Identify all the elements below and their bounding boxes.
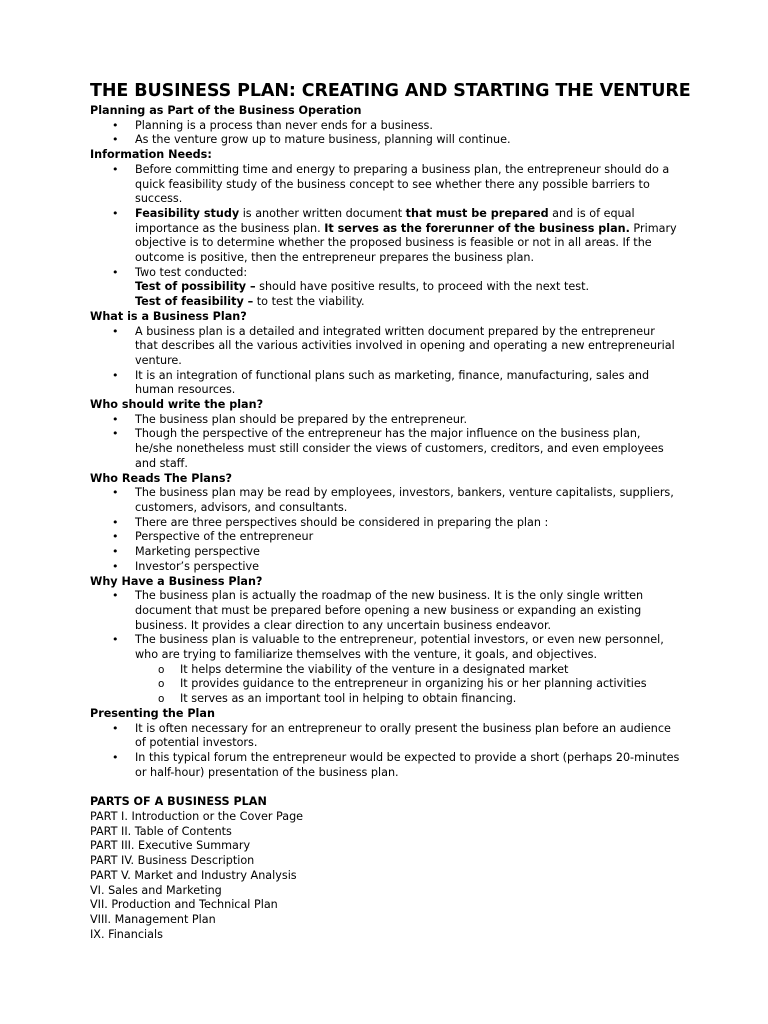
bullet-item: • It is an integration of functional plans such as marketing, finance, manufacturing, sales and human resources.	[90, 369, 680, 398]
bullet-item: • Before committing time and energy to preparing a business plan, the entrepreneur should do a quick feasibility study of the business concept to see whether there any possible barriers to success.	[90, 163, 680, 207]
bullet-item: • The business plan is actually the roadmap of the new business. It is the only single written document that must be prepared before opening a new business or expanding an existing business. It provides a clear direction to any uncertain business endeavor.	[90, 589, 680, 633]
blank-line	[90, 780, 680, 795]
bullet-item: • The business plan is valuable to the entrepreneur, potential investors, or even new personnel, who are trying to familiarize themselves with the venture, it goals, and objectives.	[90, 633, 680, 662]
part-item: PART I. Introduction or the Cover Page	[90, 810, 304, 824]
sub-bullet-item: o It helps determine the viability of the venture in a designated market	[90, 663, 680, 678]
section-heading-information-needs: Information Needs:	[90, 148, 212, 162]
bullet-item: • It is often necessary for an entrepreneur to orally present the business plan before an audience of potential investors.	[90, 722, 680, 751]
part-item: PART II. Table of Contents	[90, 824, 232, 838]
bold-term: Test of possibility –	[135, 280, 256, 294]
text-run: should have positive results, to proceed with the next test.	[255, 280, 590, 294]
bullet-list-presenting	[90, 722, 680, 781]
bold-term: Test of feasibility –	[135, 295, 254, 309]
section-heading-why: Why Have a Business Plan?	[90, 574, 263, 588]
bullet-item: • There are three perspectives should be considered in preparing the plan :	[90, 516, 680, 531]
bullet-item: • The business plan may be read by employees, investors, bankers, venture capitalists, suppliers, customers, advisors, and consultants.	[90, 486, 680, 515]
document-title: THE BUSINESS PLAN: CREATING AND STARTING THE VENTURE	[90, 81, 691, 101]
bullet-item-feasibility	[90, 207, 680, 266]
part-item: PART IV. Business Description	[90, 854, 255, 868]
bullet-list-who-writes	[90, 413, 680, 472]
text-run: is another written document	[239, 206, 406, 220]
bullet-item: • Though the perspective of the entrepreneur has the major influence on the business plan, he/she nonetheless must still consider the views of customers, creditors, and even employees and staff.	[90, 427, 680, 471]
bullet-item: • Planning is a process than never ends for a business.	[90, 119, 680, 134]
part-item: VI. Sales and Marketing	[90, 883, 222, 897]
bullet-item: • A business plan is a detailed and integrated written document prepared by the entrepreneur that describes all the various activities involved in opening and operating a new entrepreneurial venture.	[90, 325, 680, 369]
bullet-list-who-reads	[90, 486, 680, 574]
section-heading-who-writes: Who should write the plan?	[90, 398, 264, 412]
part-item: PART III. Executive Summary	[90, 839, 251, 853]
text-run: to test the viability.	[253, 295, 365, 309]
bullet-list-why	[90, 589, 680, 707]
section-heading-presenting: Presenting the Plan	[90, 706, 215, 720]
bold-term: Feasibility study	[135, 206, 240, 220]
bullet-list-planning	[90, 119, 680, 148]
bullet-item: • As the venture grow up to mature business, planning will continue.	[90, 133, 680, 148]
section-heading-what-is: What is a Business Plan?	[90, 309, 247, 323]
document-page	[90, 81, 691, 942]
bullet-item: • Investor’s perspective	[90, 560, 680, 575]
bullet-list-what-is	[90, 325, 680, 399]
part-item: IX. Financials	[90, 927, 163, 941]
bold-term: It serves as the forerunner of the business plan.	[324, 221, 630, 235]
bullet-item: • In this typical forum the entrepreneur would be expected to provide a short (perhaps 20-minutes or half-hour) presentation of the business plan.	[90, 751, 680, 780]
bullet-item: • Marketing perspective	[90, 545, 680, 560]
part-item: VIII. Management Plan	[90, 912, 216, 926]
text-run: and is of equal importance as the business plan.	[135, 206, 635, 235]
section-heading-who-reads: Who Reads The Plans?	[90, 471, 232, 485]
section-heading-planning: Planning as Part of the Business Operation	[90, 104, 362, 117]
sub-bullet-item: o It provides guidance to the entrepreneur in organizing his or her planning activities	[90, 677, 680, 692]
part-item: VII. Production and Technical Plan	[90, 898, 278, 912]
bullet-list-information-needs	[90, 163, 680, 310]
bullet-item: • Two test conducted:	[90, 266, 680, 281]
test-line-possibility	[90, 280, 680, 295]
bold-term: that must be prepared	[405, 206, 549, 220]
sub-bullet-item: o It serves as an important tool in helping to obtain financing.	[90, 692, 680, 707]
part-item: PART V. Market and Industry Analysis	[90, 868, 297, 882]
bullet-item: • Perspective of the entrepreneur	[90, 530, 680, 545]
bullet-item: • The business plan should be prepared by the entrepreneur.	[90, 413, 680, 428]
text-run: Primary objective is to determine whether the proposed business is feasible or not in all areas. If the outcome is positive, then the entrepreneur prepares the business plan.	[135, 221, 677, 265]
test-line-feasibility	[90, 295, 680, 310]
parts-heading: PARTS OF A BUSINESS PLAN	[90, 795, 267, 809]
